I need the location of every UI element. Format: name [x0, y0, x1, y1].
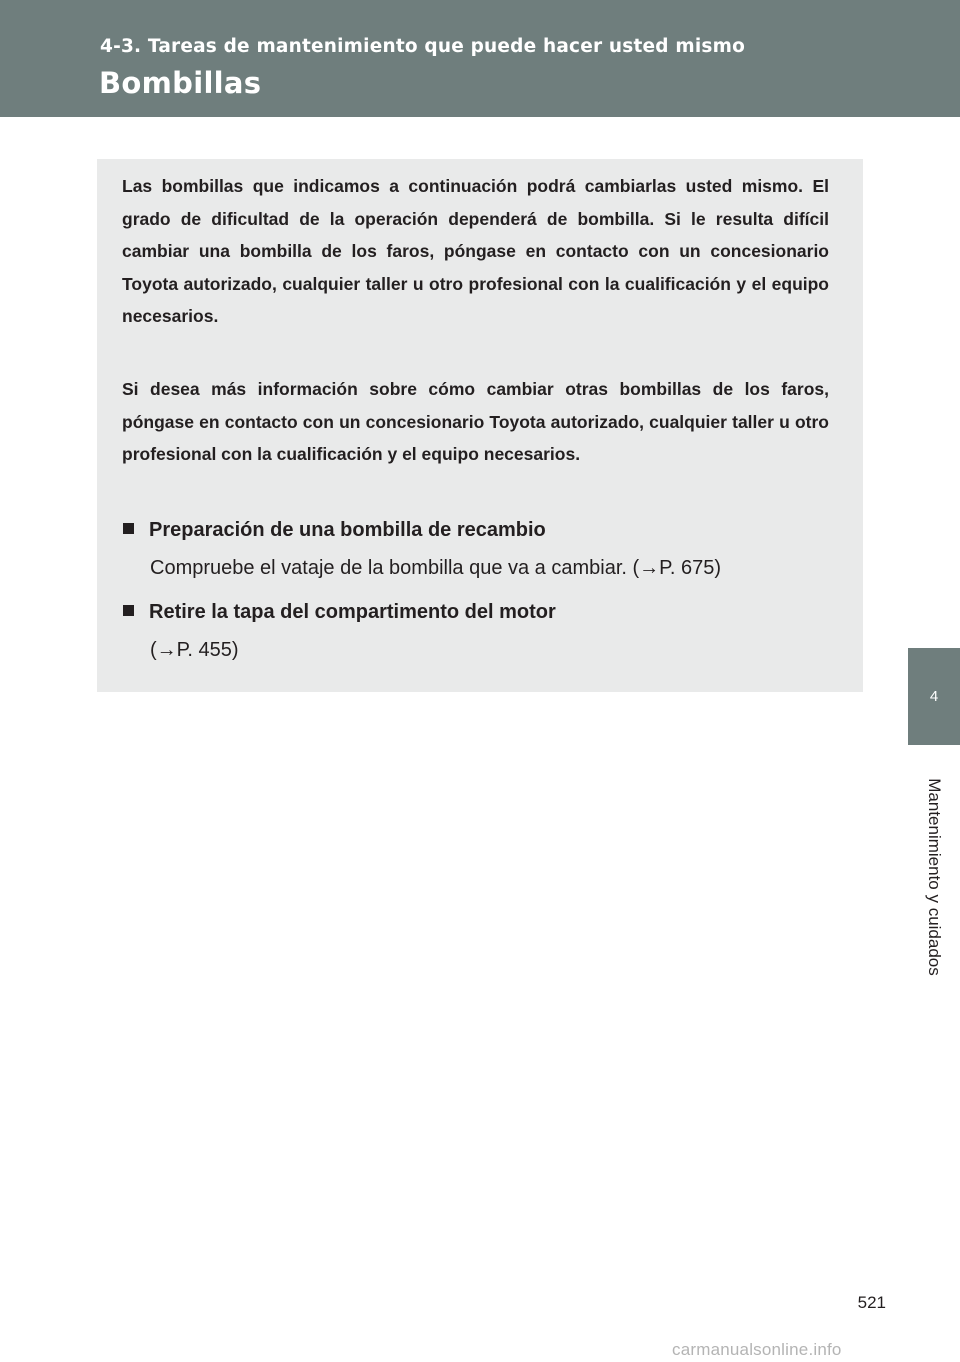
watermark: carmanualsonline.info [672, 1340, 842, 1359]
more-info-paragraph: Si desea más información sobre cómo cambiar otras bombillas de los faros, póngase en contacto con un concesionario Toyota autorizado, cualquier taller u otro profesional con la cualificación y el equipo necesarios. [122, 379, 829, 464]
page-number: 521 [857, 1293, 886, 1312]
chapter-number: 4 [929, 688, 939, 705]
square-bullet-icon [123, 605, 134, 616]
section-label: 4-3. Tareas de mantenimiento que puede hacer usted mismo [100, 36, 746, 57]
bullet-heading-text: Preparación de una bombilla de recambio [149, 519, 546, 541]
square-bullet-icon [123, 523, 134, 534]
bullet-body-replacement-bulb: Compruebe el vataje de la bombilla que va a cambiar. (→P. 675) [150, 557, 722, 579]
bullet-heading-replacement-bulb [123, 516, 843, 544]
bullet-heading-engine-cover [123, 598, 843, 626]
bullet-body-engine-cover: (→P. 455) [150, 639, 239, 661]
chapter-title: Mantenimiento y cuidados [925, 778, 944, 976]
bullet-heading-text: Retire la tapa del compartimento del motor [149, 601, 556, 623]
page-title: Bombillas [99, 66, 262, 100]
intro-paragraph: Las bombillas que indicamos a continuación podrá cambiarlas usted mismo. El grado de dificultad de la operación dependerá de bombilla. Si le resulta difícil cambiar una bombilla de los faros, póngase en contacto con un concesionario Toyota autorizado, cualquier taller u otro profesional con la cualificación y el equipo necesarios. [122, 176, 829, 326]
chapter-tab[interactable] [908, 648, 960, 745]
